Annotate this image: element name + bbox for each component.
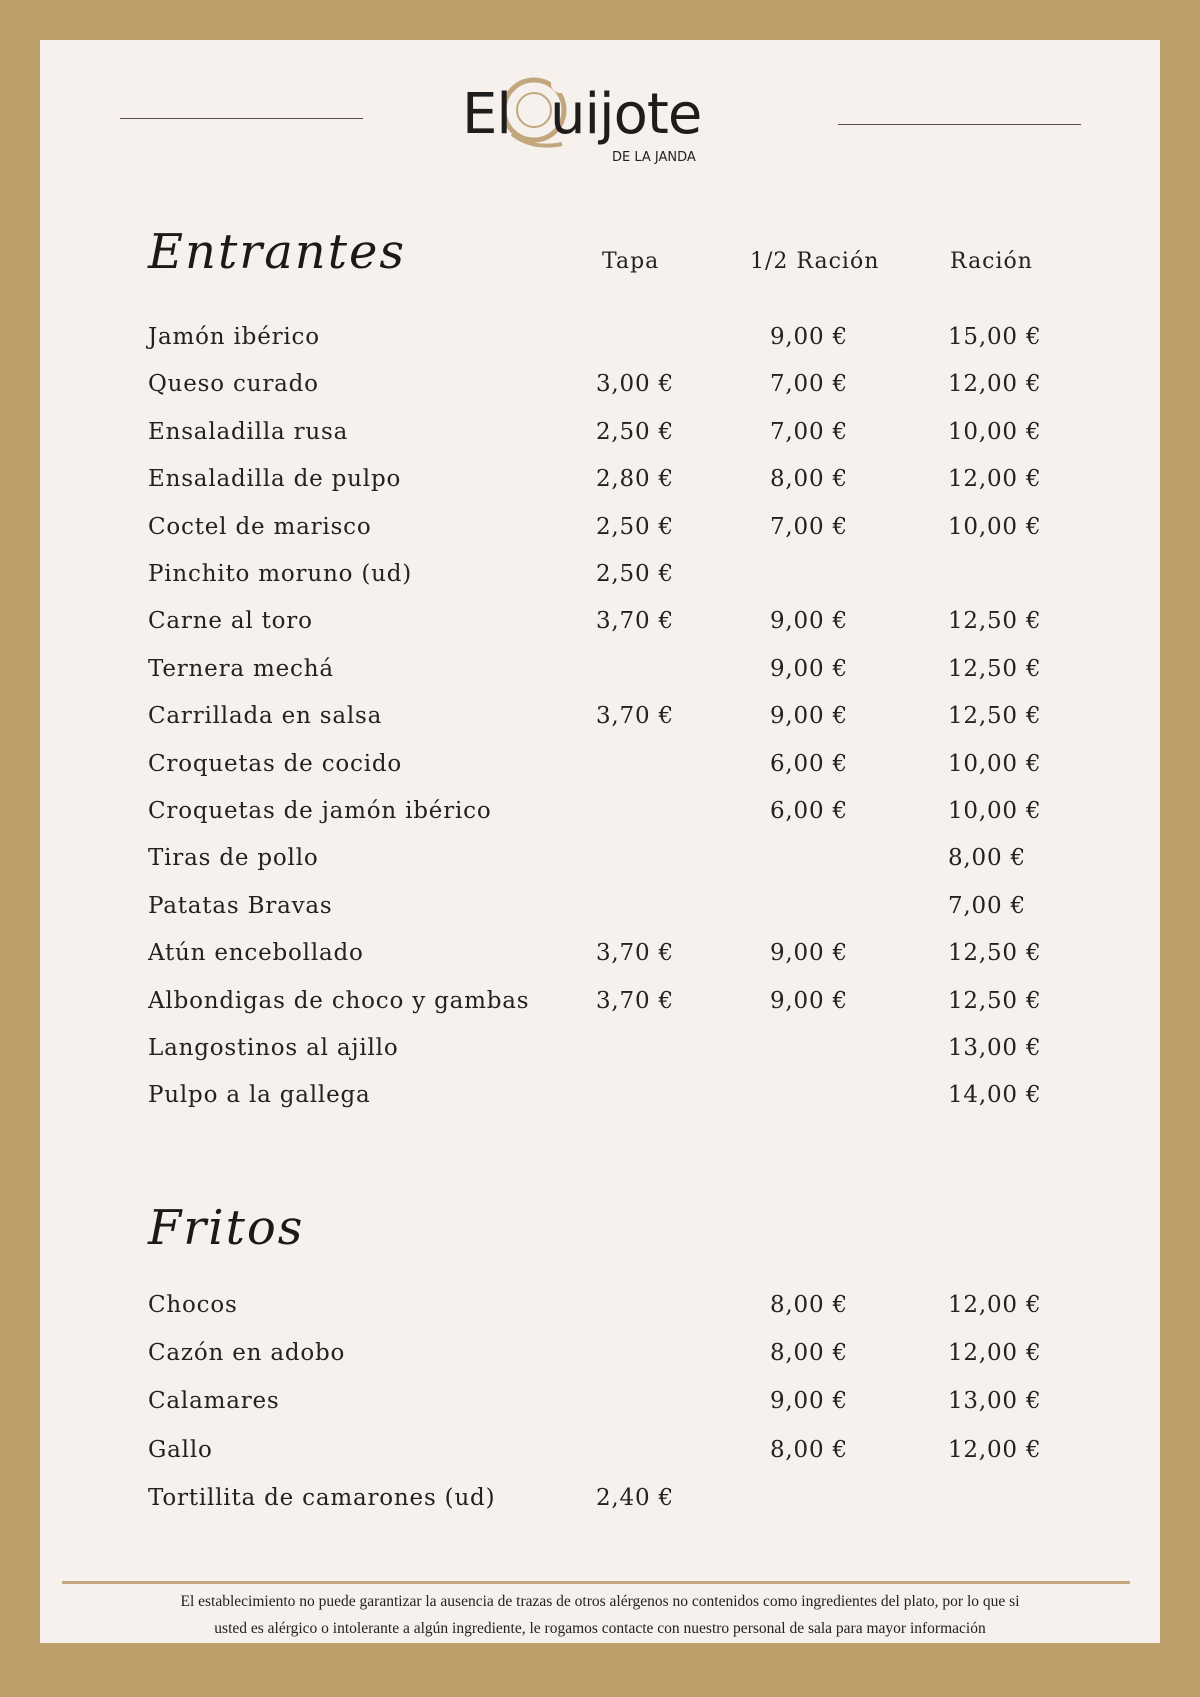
price-racion: 14,00 € — [948, 1082, 1042, 1109]
item-name: Langostinos al ajillo — [148, 1035, 399, 1061]
menu-item-row — [148, 749, 1048, 789]
price-racion: 12,50 € — [948, 608, 1042, 635]
price-racion: 12,00 € — [948, 1340, 1042, 1367]
price-racion: 10,00 € — [948, 750, 1042, 777]
menu-item-row — [148, 369, 1048, 409]
menu-item-row — [148, 417, 1048, 457]
price-half-racion: 6,00 € — [770, 750, 848, 777]
menu-item-row — [148, 1290, 1048, 1330]
item-name: Coctel de marisco — [148, 513, 372, 540]
item-name: Queso curado — [148, 371, 319, 398]
price-half-racion: 8,00 € — [770, 1292, 848, 1318]
item-name: Ternera mechá — [148, 655, 334, 682]
logo-uijote: uijote — [550, 82, 702, 147]
price-half-racion: 9,00 € — [770, 987, 848, 1014]
allergen-notice-line2: usted es alérgico o intolerante a algún ingrediente, le rogamos contacte con nuestro personal de sala para mayor información — [214, 1620, 986, 1637]
price-tapa: 2,50 € — [596, 418, 674, 445]
menu-item-row — [148, 606, 1048, 646]
menu-item-row — [148, 1435, 1048, 1475]
price-half-racion: 7,00 € — [770, 371, 848, 398]
item-name: Jamón ibérico — [148, 324, 320, 350]
item-name: Albondigas de choco y gambas — [148, 987, 530, 1014]
price-half-racion: 9,00 € — [770, 1388, 848, 1415]
menu-item-row — [148, 654, 1048, 694]
price-half-racion: 8,00 € — [770, 1340, 848, 1367]
menu-item-row — [148, 1338, 1048, 1378]
menu-item-row — [148, 701, 1048, 741]
price-half-racion: 7,00 € — [770, 418, 848, 445]
menu-item-row — [148, 1386, 1048, 1426]
header-rule-right — [838, 124, 1081, 125]
logo — [462, 66, 742, 191]
item-name: Ensaladilla de pulpo — [148, 466, 402, 493]
price-half-racion: 7,00 € — [770, 513, 848, 540]
allergen-notice-line1: El establecimiento no puede garantizar la ausencia de trazas de otros alérgenos no contenidos como ingredientes del plato, por lo que si — [180, 1593, 1020, 1610]
menu-item-row — [148, 1483, 1048, 1523]
menu-item-row — [148, 322, 1048, 362]
menu-item-row — [148, 891, 1048, 931]
price-racion: 12,00 € — [948, 371, 1042, 398]
item-name: Gallo — [148, 1436, 213, 1463]
menu-item-row — [148, 986, 1048, 1026]
price-racion: 12,00 € — [948, 466, 1042, 493]
price-racion: 12,00 € — [948, 1436, 1042, 1463]
menu-item-row — [148, 512, 1048, 552]
price-tapa: 3,70 € — [596, 940, 674, 967]
price-racion: 10,00 € — [948, 798, 1042, 824]
price-racion: 10,00 € — [948, 418, 1042, 445]
column-header-racion: Ración — [950, 249, 1033, 274]
column-header-tapa: Tapa — [602, 249, 660, 274]
footer-divider — [62, 1581, 1130, 1584]
logo-subtitle: DE LA JANDA — [612, 150, 696, 165]
price-racion: 13,00 € — [948, 1035, 1042, 1061]
item-name: Ensaladilla rusa — [148, 418, 349, 445]
price-tapa: 2,50 € — [596, 513, 674, 540]
menu-item-row — [148, 1033, 1048, 1073]
item-name: Cazón en adobo — [148, 1340, 346, 1367]
price-half-racion: 6,00 € — [770, 798, 848, 824]
price-racion: 12,50 € — [948, 940, 1042, 967]
section-title-fritos: Fritos — [148, 1200, 305, 1256]
menu-item-row — [148, 796, 1048, 836]
price-half-racion: 9,00 € — [770, 324, 848, 350]
item-name: Chocos — [148, 1292, 238, 1318]
price-tapa: 3,70 € — [596, 703, 674, 730]
price-racion: 12,50 € — [948, 703, 1042, 730]
header-rule-left — [120, 118, 363, 119]
item-name: Atún encebollado — [148, 940, 364, 967]
price-racion: 12,50 € — [948, 655, 1042, 682]
item-name: Tiras de pollo — [148, 845, 319, 872]
price-tapa: 3,70 € — [596, 608, 674, 635]
item-name: Carrillada en salsa — [148, 703, 383, 730]
item-name: Tortillita de camarones (ud) — [148, 1484, 496, 1511]
menu-item-row — [148, 843, 1048, 883]
item-name: Patatas Bravas — [148, 892, 333, 919]
price-racion: 7,00 € — [948, 892, 1026, 919]
price-racion: 10,00 € — [948, 513, 1042, 540]
price-racion: 13,00 € — [948, 1388, 1042, 1415]
logo-el: El — [462, 82, 511, 147]
column-header-half: 1/2 Ración — [750, 249, 880, 274]
price-tapa: 3,00 € — [596, 371, 674, 398]
menu-item-row — [148, 1080, 1048, 1120]
item-name: Calamares — [148, 1388, 280, 1415]
price-tapa: 2,40 € — [596, 1484, 674, 1511]
menu-item-row — [148, 938, 1048, 978]
item-name: Carne al toro — [148, 608, 313, 635]
price-half-racion: 9,00 € — [770, 940, 848, 967]
price-half-racion: 9,00 € — [770, 655, 848, 682]
price-racion: 12,50 € — [948, 987, 1042, 1014]
price-tapa: 3,70 € — [596, 987, 674, 1014]
item-name: Pulpo a la gallega — [148, 1082, 371, 1109]
section-title-entrantes: Entrantes — [148, 224, 407, 280]
menu-item-row — [148, 464, 1048, 504]
price-half-racion: 8,00 € — [770, 1436, 848, 1463]
price-half-racion: 9,00 € — [770, 608, 848, 635]
item-name: Pinchito moruno (ud) — [148, 561, 413, 587]
menu-item-row — [148, 559, 1048, 599]
allergen-notice — [40, 1588, 1160, 1642]
item-name: Croquetas de cocido — [148, 750, 403, 777]
price-half-racion: 9,00 € — [770, 703, 848, 730]
price-racion: 15,00 € — [948, 324, 1042, 350]
price-tapa: 2,80 € — [596, 466, 674, 493]
price-racion: 12,00 € — [948, 1292, 1042, 1318]
price-half-racion: 8,00 € — [770, 466, 848, 493]
price-tapa: 2,50 € — [596, 561, 674, 587]
price-racion: 8,00 € — [948, 845, 1026, 872]
item-name: Croquetas de jamón ibérico — [148, 798, 492, 824]
